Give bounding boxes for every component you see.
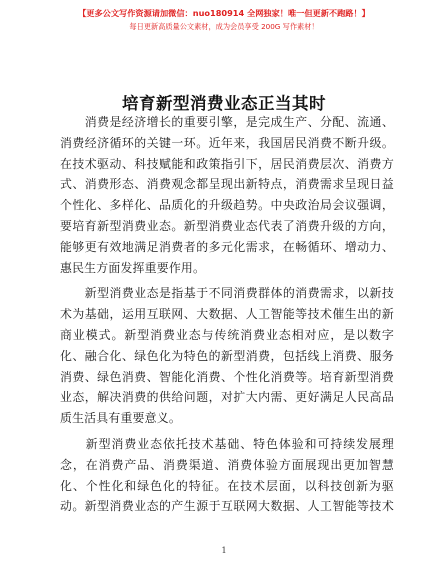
page-number: 1 [221,546,227,555]
text-line: 动。新型消费业态的产生源于互联网大数据、人工智能等技术 [60,499,394,514]
text-line: 惠民生方面发挥重要作用。 [60,260,206,275]
text-line: 新型消费业态依托技术基础、特色体验和可持续发展理 [60,436,394,451]
text-line: 要培育新型消费业态。新型消费业态代表了消费升级的方向， [60,218,394,233]
text-line: 念，在消费产品、消费渠道、消费体验方面展现出更加智慧 [60,457,394,472]
promo-banner-line-2: 每日更新高质量公文素材，成为会员享受 200G 写作素材！ [129,22,319,31]
text-line: 化、个性化和绿色化的特征。在技术层面，以科技创新为驱 [60,478,394,493]
text-line: 个性化、多样化、品质化的升级趋势。中央政治局会议强调， [60,198,394,213]
paragraph [60,112,394,278]
text-line: 能够更有效地满足消费者的多元化需求，在畅循环、增动力、 [60,239,394,254]
document-body [60,112,394,517]
promo-banner [0,6,448,33]
document-title: 培育新型消费业态正当其时 [122,94,326,113]
text-line: 化、融合化、绿色化为特色的新型消费，包括线上消费、服务 [60,348,394,363]
text-line: 消费、绿色消费、智能化消费、个性化消费等。培育新型消费 [60,369,394,384]
promo-banner-line-1: 【更多公文写作资源请加微信：nuo180914 全网独家！唯一但更新不跑路！】 [78,8,370,18]
text-line: 术为基础，运用互联网、大数据、人工智能等技术催生出的新 [60,307,394,322]
text-line: 式、消费形态、消费观念都呈现出新特点，消费需求呈现日益 [60,177,394,192]
paragraph [60,434,394,517]
text-line: 消费是经济增长的重要引擎，是完成生产、分配、流通、 [60,115,394,129]
paragraph [60,283,394,429]
text-line: 消费经济循环的关键一环。近年来，我国居民消费不断升级。 [60,135,394,150]
text-line: 商业模式。新型消费业态与传统消费业态相对应，是以数字 [60,327,394,342]
text-line: 质生活具有重要意义。 [60,411,181,426]
text-line: 新型消费业态是指基于不同消费群体的消费需求，以新技 [60,286,394,301]
text-line: 在技术驱动、科技赋能和政策指引下，居民消费层次、消费方 [60,156,394,171]
text-line: 业态，解决消费的供给问题，对扩大内需、更好满足人民高品 [60,390,394,405]
